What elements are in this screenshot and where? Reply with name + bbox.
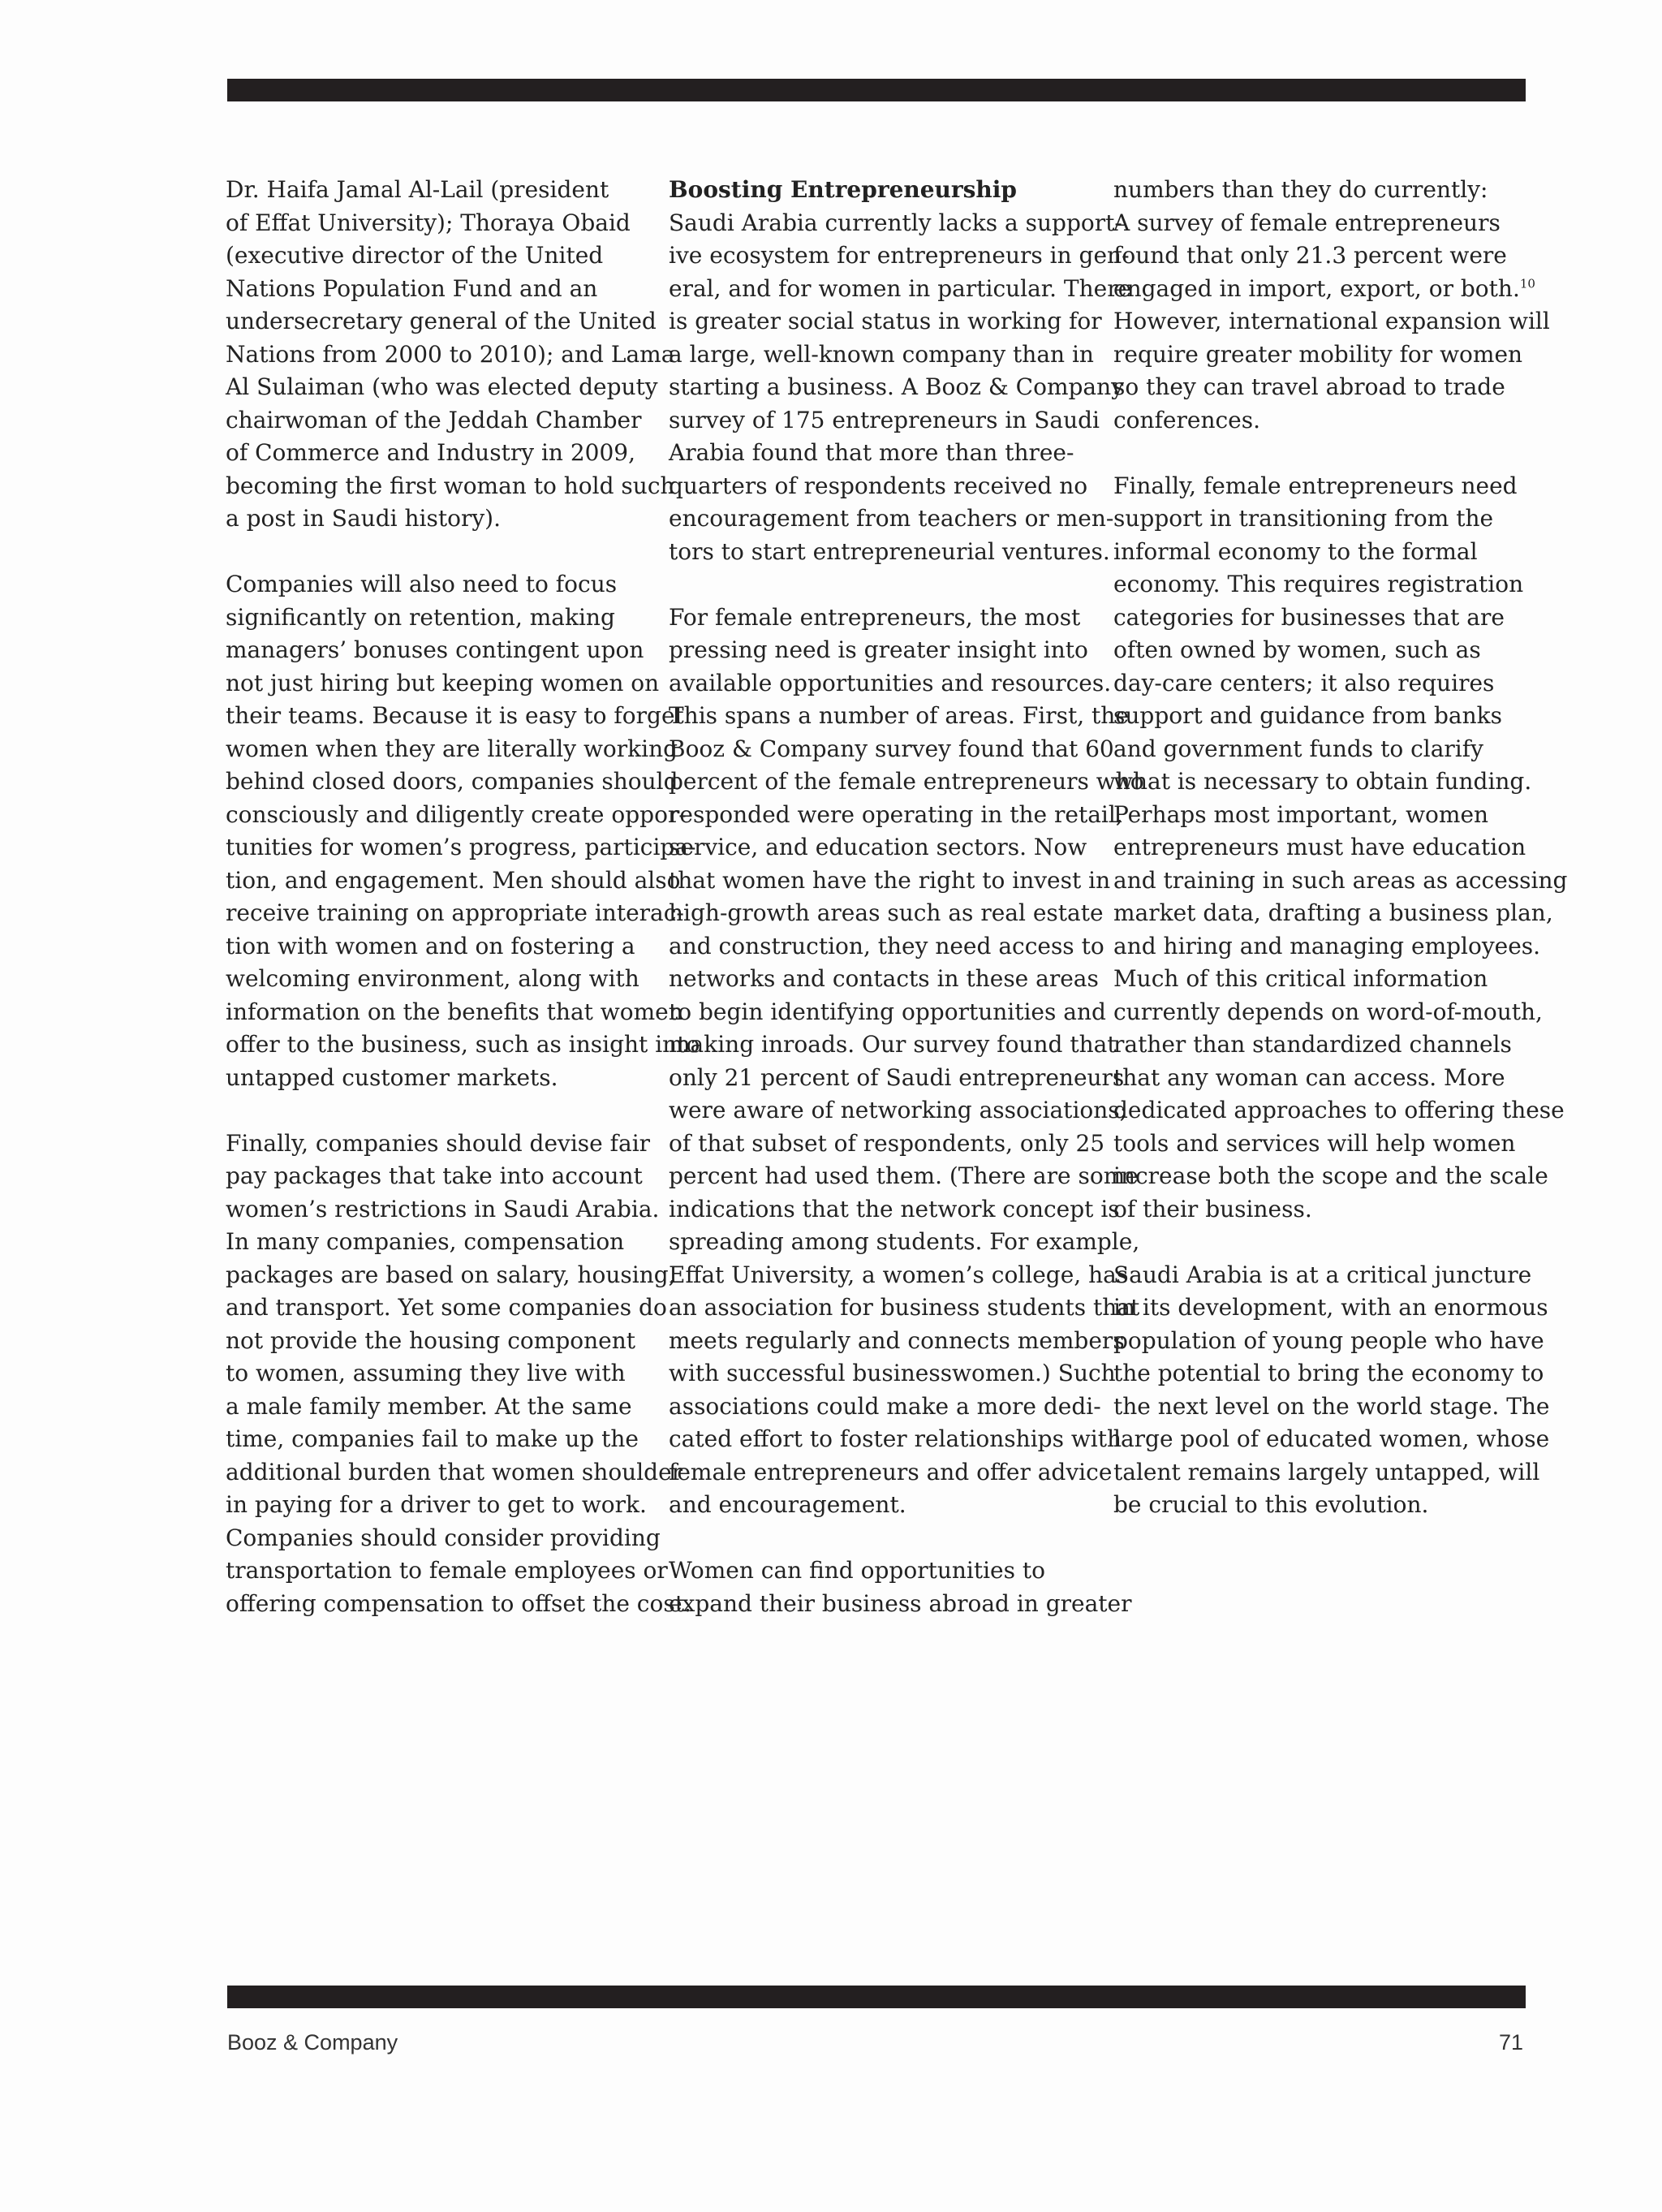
text-line: However, international expansion will — [1113, 308, 1550, 334]
text-line: In many companies, compensation — [226, 1228, 625, 1255]
text-line: managers’ bonuses contingent upon — [226, 636, 644, 663]
text-line: indications that the network concept is — [669, 1195, 1120, 1222]
text-line: offer to the business, such as insight into — [226, 1031, 700, 1058]
text-line: in its development, with an enormous — [1113, 1294, 1548, 1321]
text-line: percent of the female entrepreneurs who — [669, 768, 1144, 795]
text-line-with-footnote — [1113, 273, 1535, 306]
text-line: pressing need is greater insight into — [669, 636, 1088, 663]
text-line: not provide the housing component — [226, 1326, 635, 1354]
footnote-marker: 10 — [1519, 276, 1535, 291]
text-line: tools and services will help women — [1113, 1129, 1516, 1157]
text-line: available opportunities and resources. — [669, 669, 1112, 696]
text-line: untapped customer markets. — [226, 1063, 558, 1091]
text-line: large pool of educated women, whose — [1113, 1425, 1550, 1452]
top-rule — [227, 79, 1526, 101]
text-line: cated effort to foster relationships with — [669, 1425, 1122, 1452]
text-line: dedicated approaches to offering these — [1113, 1097, 1565, 1123]
page-number: 71 — [1498, 2030, 1523, 2055]
text-line: associations could make a more dedi- — [669, 1392, 1101, 1420]
text-line: percent had used them. (There are some — [669, 1162, 1139, 1189]
footer-publisher: Booz & Company — [227, 2030, 398, 2055]
text-line: A survey of female entrepreneurs — [1113, 209, 1501, 236]
text-line: engaged in import, export, or both. — [1113, 274, 1520, 302]
column-3 — [1113, 174, 1568, 1522]
section-heading: Boosting Entrepreneurship — [669, 176, 1017, 203]
paragraph-lines — [1113, 174, 1535, 273]
text-line: Effat University, a women’s college, has — [669, 1261, 1129, 1288]
text-line: a large, well-known company than in — [669, 340, 1094, 368]
paragraph — [1113, 1259, 1550, 1522]
text-line: were aware of networking associations; — [669, 1097, 1128, 1123]
text-line: of their business. — [1113, 1195, 1312, 1222]
text-line: categories for businesses that are — [1113, 603, 1505, 631]
text-line: Saudi Arabia currently lacks a support- — [669, 209, 1122, 236]
text-line: eral, and for women in particular. There — [669, 274, 1132, 302]
paragraph — [669, 602, 1144, 1522]
bottom-rule — [227, 1986, 1526, 2008]
text-line: and hiring and managing employees. — [1113, 932, 1541, 959]
text-line: ive ecosystem for entrepreneurs in gen- — [669, 242, 1130, 269]
text-line: tion, and engagement. Men should also — [226, 866, 681, 894]
paragraph — [226, 568, 700, 1094]
text-line: is greater social status in working for — [669, 308, 1102, 334]
text-line: starting a business. A Booz & Company — [669, 373, 1124, 400]
text-line: expand their business abroad in greater — [669, 1589, 1132, 1617]
text-line: be crucial to this evolution. — [1113, 1491, 1429, 1518]
column-2 — [669, 174, 1144, 1620]
paragraph — [1113, 470, 1568, 1227]
text-line: consciously and diligently create oppor- — [226, 800, 687, 828]
text-line: increase both the scope and the scale — [1113, 1162, 1548, 1189]
text-line: often owned by women, such as — [1113, 636, 1481, 663]
text-line: Companies should consider providing — [226, 1524, 661, 1551]
text-line: rather than standardized channels — [1113, 1031, 1512, 1058]
paragraph — [1113, 174, 1550, 437]
text-line: Companies will also need to focus — [226, 571, 618, 597]
text-line: tion with women and on fostering a — [226, 932, 635, 959]
text-line: Nations from 2000 to 2010); and Lama — [226, 340, 675, 368]
text-line: only 21 percent of Saudi entrepreneurs — [669, 1063, 1125, 1091]
text-line: of Effat University); Thoraya Obaid — [226, 209, 631, 236]
paragraph-gap — [1113, 1226, 1535, 1259]
text-line: high-growth areas such as real estate — [669, 899, 1104, 926]
text-line: support in transitioning from the — [1113, 505, 1494, 532]
text-line: additional burden that women shoulder — [226, 1458, 683, 1485]
text-line: service, and education sectors. Now — [669, 834, 1087, 860]
text-line: and construction, they need access to — [669, 932, 1104, 959]
text-line: (executive director of the United — [226, 242, 604, 269]
text-line: numbers than they do currently: — [1113, 176, 1488, 203]
text-line: Arabia found that more than three- — [669, 439, 1074, 466]
text-line: tors to start entrepreneurial ventures. — [669, 537, 1110, 565]
text-line: transportation to female employees or — [226, 1557, 668, 1584]
text-line: encouragement from teachers or men- — [669, 505, 1114, 532]
text-line: and encouragement. — [669, 1491, 906, 1518]
paragraph — [226, 174, 675, 536]
text-line: survey of 175 entrepreneurs in Saudi — [669, 406, 1100, 433]
text-line: spreading among students. For example, — [669, 1228, 1140, 1255]
text-line: receive training on appropriate interac- — [226, 899, 684, 926]
text-line: Dr. Haifa Jamal Al-Lail (president — [226, 176, 609, 203]
text-line: and transport. Yet some companies do — [226, 1294, 667, 1321]
text-line: with successful businesswomen.) Such — [669, 1360, 1116, 1386]
text-line: entrepreneurs must have education — [1113, 834, 1526, 860]
text-line: talent remains largely untapped, will — [1113, 1458, 1540, 1485]
text-line: not just hiring but keeping women on — [226, 669, 660, 696]
text-line: to begin identifying opportunities and — [669, 998, 1106, 1025]
paragraph-gap — [1113, 437, 1535, 470]
text-line: informal economy to the formal — [1113, 537, 1478, 565]
text-line: making inroads. Our survey found that — [669, 1031, 1117, 1058]
paragraph — [669, 207, 1132, 569]
paragraph-gap — [226, 536, 664, 569]
text-line: of Commerce and Industry in 2009, — [226, 439, 635, 466]
paragraph — [669, 1554, 1132, 1620]
text-line: economy. This requires registration — [1113, 571, 1524, 597]
text-line: time, companies fail to make up the — [226, 1425, 639, 1452]
column-1 — [226, 174, 700, 1620]
text-line: women’s restrictions in Saudi Arabia. — [226, 1195, 660, 1222]
text-line: Al Sulaiman (who was elected deputy — [226, 373, 658, 400]
text-line: Finally, companies should devise fair — [226, 1129, 651, 1157]
text-line: Perhaps most important, women — [1113, 800, 1489, 828]
text-line: For female entrepreneurs, the most — [669, 603, 1081, 631]
paragraph — [226, 1128, 691, 1621]
text-line: significantly on retention, making — [226, 603, 615, 631]
text-line: the next level on the world stage. The — [1113, 1392, 1550, 1420]
paragraph-lines — [1113, 305, 1550, 437]
paragraph-gap — [669, 568, 1091, 602]
text-line: require greater mobility for women — [1113, 340, 1523, 368]
text-line: behind closed doors, companies should — [226, 768, 678, 795]
text-line: their teams. Because it is easy to forget — [226, 702, 684, 729]
text-line: found that only 21.3 percent were — [1113, 242, 1507, 269]
paragraph-gap — [226, 1094, 664, 1128]
text-line: to women, assuming they live with — [226, 1360, 626, 1386]
text-line: women when they are literally working — [226, 735, 678, 762]
text-line: so they can travel abroad to trade — [1113, 373, 1505, 400]
text-line: undersecretary general of the United — [226, 308, 657, 334]
text-line: tunities for women’s progress, participa- — [226, 834, 696, 860]
text-line: an association for business students that — [669, 1294, 1140, 1321]
text-line: support and guidance from banks — [1113, 702, 1502, 729]
text-line: what is necessary to obtain funding. — [1113, 768, 1532, 795]
text-line: population of young people who have — [1113, 1326, 1544, 1354]
text-line: networks and contacts in these areas — [669, 965, 1099, 992]
text-line: Much of this critical information — [1113, 965, 1488, 992]
text-line: information on the benefits that women — [226, 998, 683, 1025]
text-line: that any woman can access. More — [1113, 1063, 1505, 1091]
text-line: Saudi Arabia is at a critical juncture — [1113, 1261, 1532, 1288]
text-line: welcoming environment, along with — [226, 965, 639, 992]
text-line: Booz & Company survey found that 60 — [669, 735, 1114, 762]
paragraph-gap — [669, 1522, 1091, 1555]
text-line: meets regularly and connects members — [669, 1326, 1125, 1354]
text-line: of that subset of respondents, only 25 — [669, 1129, 1105, 1157]
text-line: a male family member. At the same — [226, 1392, 632, 1420]
text-line: packages are based on salary, housing, — [226, 1261, 676, 1288]
text-line: quarters of respondents received no — [669, 472, 1088, 499]
text-line: and government funds to clarify — [1113, 735, 1483, 762]
text-line: and training in such areas as accessing — [1113, 866, 1568, 894]
text-line: day-care centers; it also requires — [1113, 669, 1495, 696]
text-line: Women can find opportunities to — [669, 1557, 1046, 1584]
text-line: market data, drafting a business plan, — [1113, 899, 1553, 926]
text-line: chairwoman of the Jeddah Chamber — [226, 406, 642, 433]
text-line: currently depends on word-of-mouth, — [1113, 998, 1543, 1025]
text-line: Nations Population Fund and an — [226, 274, 598, 302]
text-line: a post in Saudi history). — [226, 505, 501, 532]
text-line: Finally, female entrepreneurs need — [1113, 472, 1518, 499]
text-line: the potential to bring the economy to — [1113, 1360, 1544, 1386]
text-line: pay packages that take into account — [226, 1162, 643, 1189]
text-line: female entrepreneurs and offer advice — [669, 1458, 1113, 1485]
text-line: conferences. — [1113, 406, 1261, 433]
text-line: in paying for a driver to get to work. — [226, 1491, 647, 1518]
text-line: becoming the first woman to hold such — [226, 472, 675, 499]
text-line: This spans a number of areas. First, the — [669, 702, 1129, 729]
text-line: responded were operating in the retail, — [669, 800, 1123, 828]
text-line: that women have the right to invest in — [669, 866, 1111, 894]
text-line: offering compensation to offset the cost. — [226, 1589, 691, 1617]
